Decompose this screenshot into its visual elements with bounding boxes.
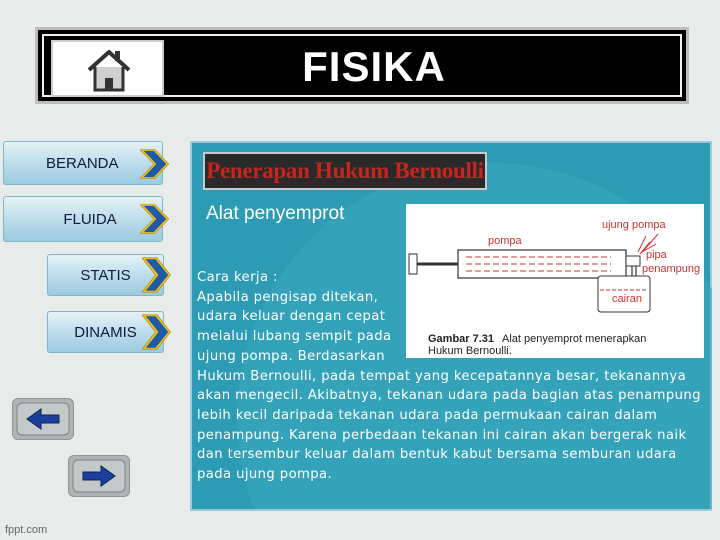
home-icon [53, 42, 162, 95]
text-line: ujung pompa. Berdasarkan [197, 348, 386, 364]
chevron-right-icon [140, 141, 170, 187]
next-button[interactable] [68, 455, 130, 497]
page-title: FISIKA [302, 43, 446, 90]
label-pipa: pipa [646, 249, 667, 261]
chevron-right-icon [142, 309, 172, 355]
nav-statis-label: STATIS [80, 266, 131, 284]
caption-line2: Hukum Bernoulli. [428, 345, 512, 357]
label-penampung: penampung [642, 263, 701, 275]
text-line: lebih kecil daripada tekanan udara pada permukaan cairan dalam [197, 407, 658, 423]
footer-credit: fppt.com [5, 524, 48, 536]
text-line: pada ujung pompa. [197, 467, 333, 483]
text-line: dan tersembur keluar dalam bentuk kabut bersama semburan udara [197, 447, 677, 463]
prev-button[interactable] [12, 398, 74, 440]
caption-line1: Alat penyemprot menerapkan [502, 333, 647, 345]
text-line: Apabila pengisap ditekan, [197, 289, 379, 305]
content-subtitle: Alat penyemprot [206, 203, 345, 224]
text-line: Cara kerja : [197, 270, 278, 285]
label-ujung-pompa: ujung pompa [602, 219, 666, 231]
arrow-right-icon [69, 456, 129, 496]
text-line: melalui lubang sempit pada [197, 329, 392, 345]
text-line: akan mengecil. Akibatnya, tekanan udara pada bagian atas penampung [197, 388, 701, 404]
label-pompa: pompa [488, 235, 522, 247]
text-line: Hukum Bernoulli, pada tempat yang kecepatannya besar, tekanannya [197, 368, 687, 384]
nav-beranda[interactable] [3, 141, 163, 185]
chevron-right-icon [142, 252, 172, 298]
nav-fluida-label: FLUIDA [63, 210, 117, 228]
home-button[interactable] [51, 40, 164, 97]
chevron-right-icon [140, 196, 170, 242]
text-line: penampung. Karena perbedaan tekanan ini cairan akan bergerak naik [197, 427, 687, 443]
label-cairan: cairan [612, 293, 642, 305]
header-bar [35, 27, 689, 104]
text-line: udara keluar dengan cepat [197, 309, 386, 325]
nav-dinamis-label: DINAMIS [74, 323, 137, 341]
content-title: Penerapan Hukum Bernoulli [203, 152, 487, 190]
nav-fluida[interactable] [3, 196, 163, 242]
nav-beranda-label: BERANDA [46, 154, 119, 172]
content-body [197, 268, 717, 485]
header-inner [42, 34, 682, 97]
caption-bold: Gambar 7.31 [428, 333, 495, 345]
arrow-left-icon [13, 399, 73, 439]
